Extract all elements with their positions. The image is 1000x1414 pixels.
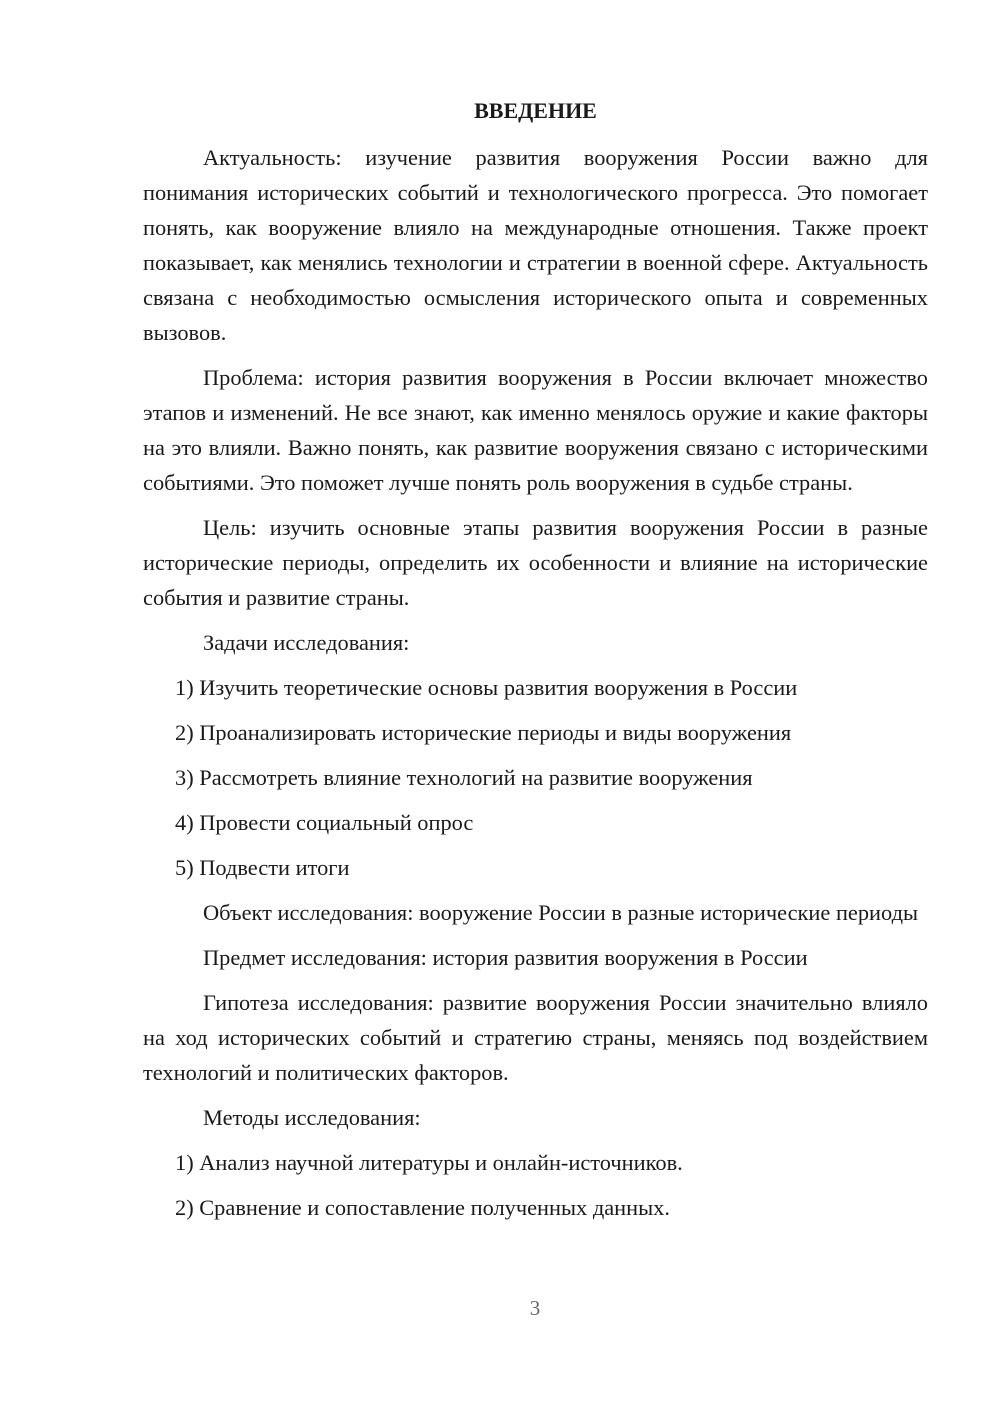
page-title: ВВЕДЕНИЕ (474, 98, 597, 123)
method-item-1: 1) Анализ научной литературы и онлайн-источников. (175, 1150, 683, 1175)
task-item-3: 3) Рассмотреть влияние технологий на развитие вооружения (175, 765, 753, 790)
object-paragraph: Объект исследования: вооружение России в разные исторические периоды (203, 900, 919, 925)
task-item-1: 1) Изучить теоретические основы развития вооружения в России (175, 675, 798, 700)
goal-paragraph: Цель: изучить основные этапы развития вооружения России в разные исторические периоды, определить их особенности и влияние на исторические события и развитие страны. (143, 515, 928, 610)
problem-paragraph: Проблема: история развития вооружения в России включает множество этапов и изменений. Не все знают, как именно менялось оружие и какие факторы на это влияли. Важно понять, как развитие вооружения связано с историческими событиями. Это поможет лучше понять роль вооружения в судьбе страны. (143, 365, 928, 495)
method-item-2: 2) Сравнение и сопоставление полученных данных. (175, 1195, 670, 1220)
task-item-4: 4) Провести социальный опрос (175, 810, 474, 835)
subject-paragraph: Предмет исследования: история развития вооружения в России (203, 945, 808, 970)
tasks-heading: Задачи исследования: (203, 630, 410, 655)
relevance-paragraph: Актуальность: изучение развития вооружения России важно для понимания исторических событий и технологического прогресса. Это помогает понять, как вооружение влияло на международные отношения. Также проект показывает, как менялись технологии и стратегии в военной сфере. Актуальность связана с необходимостью осмысления исторического опыта и современных вызовов. (143, 145, 928, 345)
task-item-5: 5) Подвести итоги (175, 855, 350, 880)
methods-heading: Методы исследования: (203, 1105, 421, 1130)
hypothesis-paragraph: Гипотеза исследования: развитие вооружения России значительно влияло на ход исторических событий и стратегию страны, меняясь под воздействием технологий и политических факторов. (143, 990, 928, 1085)
page-number: 3 (529, 1296, 541, 1320)
task-item-2: 2) Проанализировать исторические периоды и виды вооружения (175, 720, 792, 745)
document-page (143, 93, 928, 1235)
